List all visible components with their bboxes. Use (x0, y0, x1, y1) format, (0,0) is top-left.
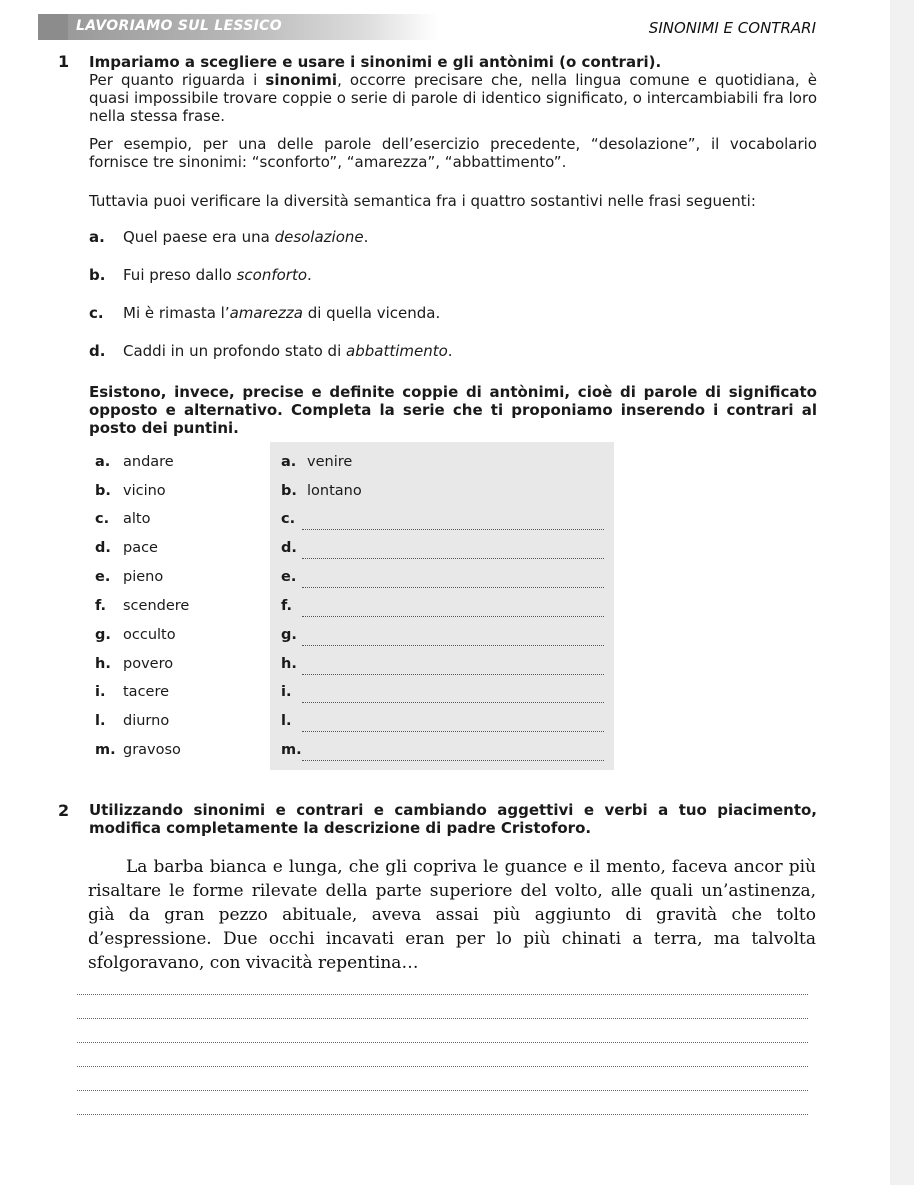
answer-letter: e. (281, 569, 297, 585)
answer-blank-g[interactable] (302, 630, 604, 646)
answer-text: lontano (307, 483, 362, 499)
writing-line-4[interactable] (77, 1050, 808, 1067)
answer-item (281, 483, 362, 499)
word-letter: h. (95, 656, 111, 672)
passage-text: La barba bianca e lunga, che gli copriva le guance e il mento, faceva ancor più risaltare le forme rilevate della parte superiore del volto, alle quali un’astinenza, già da gran pezzo abituale, aveva assai più aggiunto di gravità che tolto d’espressione. Due occhi incavati eran per lo più chinati a terra, ma talvolta sfolgoravano, con vivacità repentina… (88, 857, 816, 973)
answer-letter: g. (281, 627, 297, 643)
answer-blank-i[interactable] (302, 687, 604, 703)
writing-line-5[interactable] (77, 1074, 808, 1091)
exercise-1-intro-1 (89, 71, 817, 125)
word-item (95, 569, 163, 585)
word-text: occulto (123, 627, 176, 643)
example-letter: a. (89, 228, 105, 246)
title-keyword-antonimi: antònimi (479, 53, 554, 71)
word-text: diurno (123, 713, 170, 729)
exercise-1-intro-4 (89, 383, 817, 437)
exercise-1-intro-2: Per esempio, per una delle parole dell’esercizio precedente, “desolazione”, il vocabolario fornisce tre sinonimi: “sconforto”, “amarezza”, “abbattimento”. (89, 135, 817, 171)
exercise-2-number: 2 (58, 801, 70, 820)
example-sentence (89, 304, 440, 322)
intro-text: Esistono, invece, precise e definite coppie di (89, 383, 490, 401)
title-text: Impariamo a scegliere e usare i (89, 53, 361, 71)
writing-line-1[interactable] (77, 978, 808, 995)
answer-blank-m[interactable] (302, 745, 604, 761)
answer-blank-c[interactable] (302, 514, 604, 530)
exercise-2-title: Utilizzando sinonimi e contrari e cambiando aggettivi e verbi a tuo piacimento, modifica completamente la descrizione di padre Cristoforo. (89, 801, 817, 837)
example-sentence (89, 266, 312, 284)
answer-letter: f. (281, 598, 293, 614)
word-text: pieno (123, 569, 164, 585)
answer-letter: i. (281, 684, 292, 700)
word-letter: g. (95, 627, 111, 643)
word-letter: f. (95, 598, 107, 614)
example-text: Mi è rimasta l’ (123, 304, 230, 322)
example-letter: b. (89, 266, 106, 284)
scrollbar[interactable] (890, 0, 914, 1185)
example-sentence (89, 228, 368, 246)
example-text: . (307, 266, 312, 284)
answer-letter: d. (281, 540, 297, 556)
writing-line-2[interactable] (77, 1002, 808, 1019)
intro-text: Per quanto riguarda i (89, 71, 266, 89)
word-letter: e. (95, 569, 111, 585)
word-text: pace (123, 540, 158, 556)
answer-letter: l. (281, 713, 292, 729)
word-text: gravoso (123, 742, 181, 758)
example-letter: d. (89, 342, 106, 360)
word-letter: i. (95, 684, 106, 700)
intro-text: , cioè di parole di significato opposto e alternativo. Completa la serie che ti proponiamo inserendo i contrari al posto dei puntini. (89, 383, 817, 437)
word-text: tacere (123, 684, 170, 700)
writing-line-6[interactable] (77, 1098, 808, 1115)
intro-text: , occorre precisare che, nella lingua comune e quotidiana, è quasi impossibile trovare coppie o serie di parole di identico significato, o intercambiabili fra loro nella stessa frase. (89, 71, 817, 125)
word-item (95, 713, 169, 729)
answer-letter: h. (281, 656, 297, 672)
example-word: desolazione (274, 228, 364, 246)
word-text: andare (123, 454, 174, 470)
word-letter: d. (95, 540, 111, 556)
example-sentence (89, 342, 453, 360)
answer-blank-f[interactable] (302, 601, 604, 617)
example-text: . (363, 228, 369, 246)
example-word: sconforto (236, 266, 308, 284)
writing-line-3[interactable] (77, 1026, 808, 1043)
title-text: ). (648, 53, 662, 71)
word-item (95, 656, 173, 672)
answer-text: venire (307, 454, 353, 470)
answer-letter: m. (281, 742, 302, 758)
word-item (95, 627, 176, 643)
title-text: (o (553, 53, 582, 71)
word-letter: b. (95, 483, 111, 499)
header-section-title: LAVORIAMO SUL LESSICO (76, 18, 282, 34)
word-letter: m. (95, 742, 116, 758)
answer-blank-l[interactable] (302, 716, 604, 732)
section-header (38, 14, 866, 40)
title-keyword-contrari: contrari (581, 53, 649, 71)
header-topic-title: SINONIMI E CONTRARI (648, 19, 816, 37)
example-letter: c. (89, 304, 104, 322)
word-letter: a. (95, 454, 111, 470)
word-item (95, 684, 169, 700)
example-text: di quella vicenda. (302, 304, 441, 322)
word-item (95, 540, 158, 556)
word-item (95, 742, 181, 758)
example-text: Fui preso dallo (123, 266, 237, 284)
word-letter: c. (95, 511, 110, 527)
title-keyword-sinonimi: sinonimi (360, 53, 433, 71)
intro-keyword-sinonimi: sinonimi (265, 71, 338, 89)
word-item (95, 483, 166, 499)
exercise-1-number: 1 (58, 52, 70, 71)
answer-item (281, 454, 352, 470)
example-word: abbattimento (346, 342, 448, 360)
answer-blank-e[interactable] (302, 572, 604, 588)
answer-letter: c. (281, 511, 296, 527)
exercise-1-title (89, 53, 817, 71)
word-letter: l. (95, 713, 106, 729)
padre-cristoforo-passage (88, 855, 816, 975)
word-item (95, 511, 150, 527)
header-dark-block (38, 14, 68, 40)
word-item (95, 454, 174, 470)
answer-letter: a. (281, 454, 297, 470)
exercise-1-intro-3: Tuttavia puoi verificare la diversità semantica fra i quattro sostantivi nelle frasi seguenti: (89, 192, 756, 210)
title-text: e gli (432, 53, 480, 71)
example-text: Quel paese era una (123, 228, 275, 246)
answer-blank-d[interactable] (302, 543, 604, 559)
example-word: amarezza (229, 304, 303, 322)
word-item (95, 598, 189, 614)
intro-keyword-antonimi: antònimi (489, 383, 565, 401)
example-text: Caddi in un profondo stato di (123, 342, 347, 360)
answer-blank-h[interactable] (302, 659, 604, 675)
word-text: vicino (123, 483, 166, 499)
word-text: alto (123, 511, 151, 527)
answer-letter: b. (281, 483, 297, 499)
word-text: povero (123, 656, 174, 672)
word-text: scendere (123, 598, 190, 614)
example-text: . (447, 342, 453, 360)
